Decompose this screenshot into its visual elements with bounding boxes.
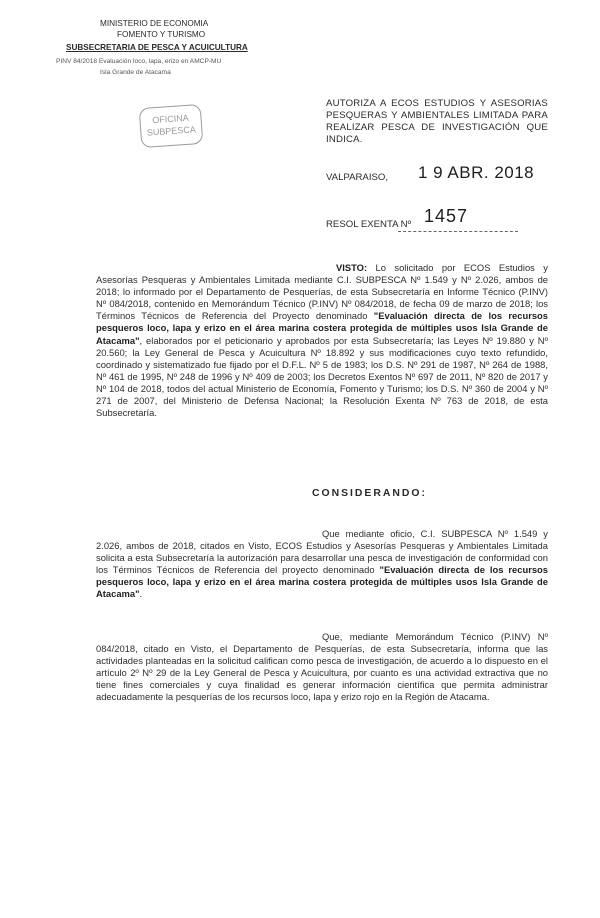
visto-text-1: Lo solicitado por ECOS Estudios y Asesorías Pesqueras y Ambientales Limitada mediante C.I. SUBPESCA Nº 1.549 y Nº 2.026, ambos de 2018; lo informado por el Departamento de Pesquerías, de esta Subsecretaría en Informe Técnico (P.INV) Nº 084/2018, contenido en Memorándum Técnico (P.INV) Nº 084/2018, de fecha 09 de marzo de 2018; los Términos Técnicos de Referencia del Proyecto denominado — [96, 262, 548, 322]
considerando-heading: CONSIDERANDO: — [312, 488, 427, 499]
stamp-line-1: OFICINA — [151, 112, 190, 126]
ministry-name: MINISTERIO DE ECONOMIA — [100, 19, 209, 28]
visto-paragraph — [96, 262, 548, 419]
ministry-name-2: FOMENTO Y TURISMO — [117, 30, 206, 39]
considerando-1-text-2: . — [139, 588, 143, 600]
stamp-line-2: SUBPESCA — [146, 124, 197, 138]
reference-line-2: Isla Grande de Atacama — [100, 69, 171, 76]
considerando-1-text-1: Que mediante oficio, C.I. SUBPESCA Nº 1.549 y 2.026, ambos de 2018, citados en Visto, ECOS Estudios y Asesorías Pesqueras y Ambientales Limitada solicita a esta Subsecretaría la autorización para desarrollar una pesca de investigación de conformidad con los Términos Técnicos de Referencia del proyecto denominado — [96, 528, 548, 576]
visto-label: VISTO: — [336, 262, 368, 273]
resolution-label: RESOL EXENTA Nº — [326, 219, 412, 230]
considerando-paragraph-2: Que, mediante Memorándum Técnico (P.INV) Nº 084/2018, citado en Visto, el Departamento de Pesquerías, de esta Subsecretaría, informa que las actividades planteadas en la solicitud califican como pesca de investigación, de acuerdo a lo dispuesto en el artículo 2º Nº 29 de la Ley General de Pesca y Acuicultura, por cuanto es una actividad extractiva que no tiene fines comerciales y cuya finalidad es generar información científica que permita administrar adecuadamente la pesquerías de los recursos loco, lapa y erizo rojo en la Región de Atacama. — [96, 631, 548, 703]
visto-project-name: "Evaluación directa de los recursos pesqueros loco, lapa y erizo en el área marina costera protegida de múltiples usos Isla Grande de Atacama" — [96, 310, 548, 346]
considerando-paragraph-1 — [96, 528, 548, 601]
office-stamp — [139, 104, 204, 148]
resolution-number: 1457 — [424, 206, 469, 226]
visto-text-2: , elaborados por el peticionario y aprobados por esta Subsecretaría; las Leyes Nº 19.880 y Nº 20.560; la Ley General de Pesca y Acuicultura Nº 18.892 y sus modificaciones cuyo texto refundido, coordinado y sistematizado fue fijado por el D.F.L. Nº 5 de 1983; los D.S. Nº 291 de 1987, Nº 264 de 1988, Nº 461 de 1995, Nº 248 de 1996 y Nº 409 de 2003; los Decretos Exentos Nº 697 de 2011, Nº 820 de 2017 y Nº 104 de 2018, todos del actual Ministerio de Economía, Fomento y Turismo; los D.S. Nº 360 de 2004 y Nº 271 de 2007, del Ministerio de Defensa Nacional; la Resolución Exenta Nº 763 de 2018, de esta Subsecretaría. — [96, 334, 548, 419]
date-stamp: 1 9 ABR. 2018 — [418, 163, 535, 182]
place-label: VALPARAISO, — [326, 172, 389, 183]
reference-line: PINV 84/2018 Evaluación loco, lapa, erizo en AMCP-MU — [56, 58, 222, 65]
considerando-1-project-name: "Evaluación directa de los recursos pesqueros loco, lapa y erizo en el área marina costera protegida de múltiples usos Isla Grande de Atacama" — [96, 564, 548, 600]
subsecretaria-name: SUBSECRETARIA DE PESCA Y ACUICULTURA — [66, 43, 248, 52]
resolution-title: AUTORIZA A ECOS ESTUDIOS Y ASESORIAS PESQUERAS Y AMBIENTALES LIMITADA PARA REALIZAR PESCA DE INVESTIGACIÓN QUE INDICA. — [326, 98, 548, 145]
